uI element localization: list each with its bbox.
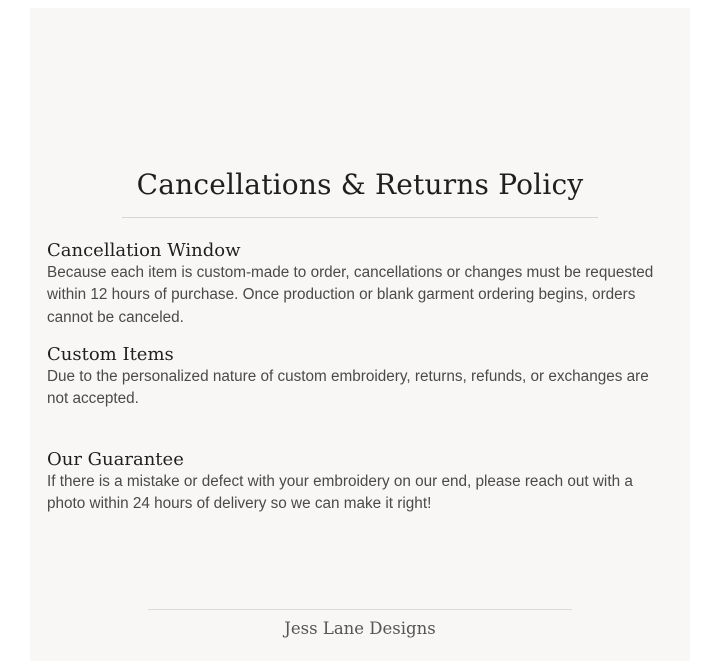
section-body: If there is a mistake or defect with your embroidery on our end, please reach out with a photo within 24 hours of delivery so we can make it right!: [47, 473, 633, 513]
section-body: Due to the personalized nature of custom embroidery, returns, refunds, or exchanges are not accepted.: [47, 368, 649, 408]
footer-divider: [148, 609, 572, 610]
section-heading: Cancellation Window: [47, 240, 241, 261]
section-heading: Our Guarantee: [47, 449, 184, 470]
page-title: Cancellations & Returns Policy: [136, 168, 584, 201]
section-custom-items: [47, 344, 673, 411]
section-cancellation-window: [47, 240, 673, 329]
section-body: Because each item is custom-made to order, cancellations or changes must be requested within 12 hours of purchase. Once production or blank garment ordering begins, orders cannot be canceled.: [47, 264, 654, 326]
footer-brand: Jess Lane Designs: [284, 619, 436, 638]
section-our-guarantee: [47, 449, 673, 516]
title-divider: [122, 217, 598, 218]
policy-card: [30, 8, 690, 661]
section-heading: Custom Items: [47, 344, 174, 365]
